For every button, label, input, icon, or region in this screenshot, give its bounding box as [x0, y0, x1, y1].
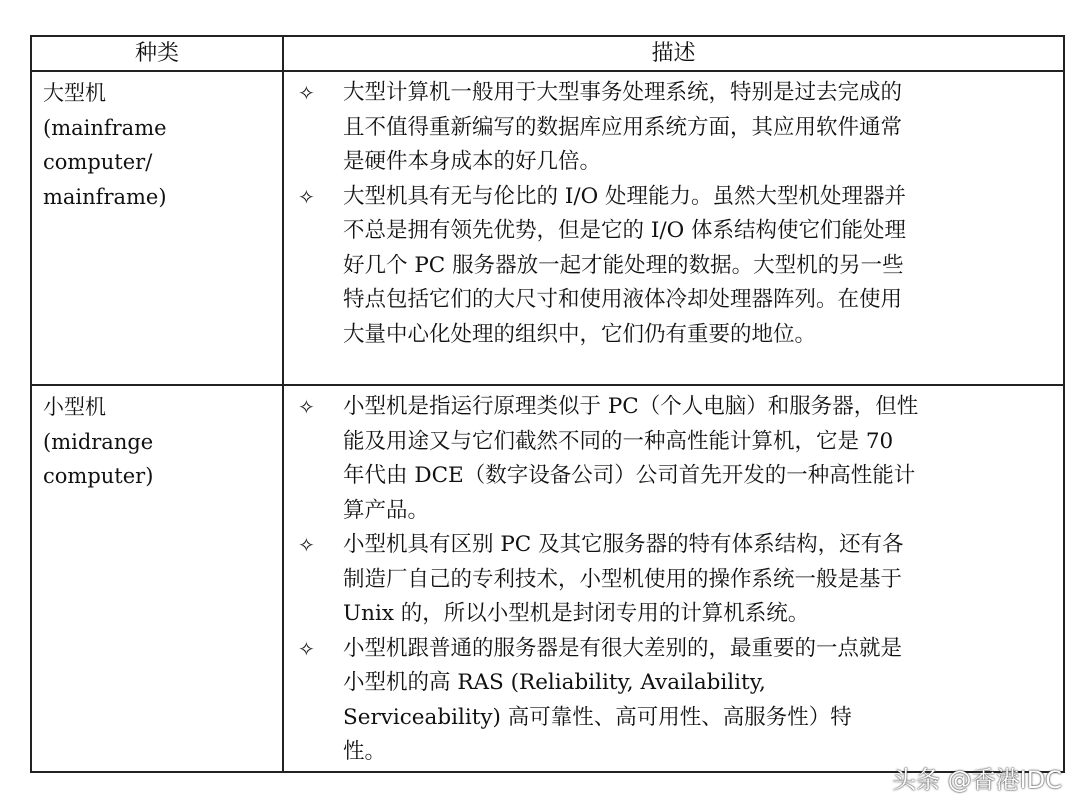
- row-divider: [32, 384, 1063, 386]
- bullet-item: [298, 390, 1058, 528]
- text-line: 小型机是指运行原理类似于 PC（个人电脑）和服务器，但性: [343, 394, 919, 419]
- text-line: Serviceability) 高可靠性、高可用性、高服务性）特: [343, 704, 852, 730]
- text-line: 年代由 DCE（数字设备公司）公司首先开发的一种高性能计: [343, 463, 916, 488]
- description-cell-mainframe: [298, 76, 1058, 352]
- bullet-item: [298, 76, 1058, 180]
- type-cell-midrange: [43, 390, 273, 494]
- text-line: 大量中心化处理的组织中，它们仍有重要的地位。: [343, 321, 817, 347]
- bullet-item: [298, 180, 1058, 353]
- type-line: 大型机: [43, 81, 106, 105]
- description-cell-midrange: [298, 390, 1058, 770]
- text-line: 不总是拥有领先优势，但是它的 I/O 体系结构使它们能处理: [343, 218, 907, 243]
- text-line: 小型机跟普通的服务器是有很大差别的，最重要的一点就是: [343, 635, 903, 661]
- text-line: 大型机具有无与伦比的 I/O 处理能力。虽然大型机处理器并: [343, 183, 907, 209]
- text-line: 大型计算机一般用于大型事务处理系统，特别是过去完成的: [343, 80, 903, 105]
- column-divider: [282, 37, 284, 771]
- diamond-bullet-icon: ✧: [298, 636, 315, 661]
- comparison-table: [30, 35, 1065, 773]
- text-line: 能及用途又与它们截然不同的一种高性能计算机，它是 70: [343, 428, 894, 454]
- text-line: 算产品。: [343, 497, 430, 523]
- bullet-item: [298, 528, 1058, 632]
- text-line: 好几个 PC 服务器放一起才能处理的数据。大型机的另一些: [343, 252, 904, 278]
- watermark: 头条 @香港IDC: [892, 766, 1062, 794]
- text-line: Unix 的，所以小型机是封闭专用的计算机系统。: [343, 601, 810, 626]
- type-line: 小型机: [43, 395, 106, 419]
- type-line: computer/: [43, 150, 153, 174]
- diamond-bullet-icon: ✧: [298, 395, 315, 419]
- text-line: 小型机的高 RAS (Reliability, Availability,: [343, 670, 766, 695]
- type-line: (midrange: [43, 429, 154, 454]
- diamond-bullet-icon: ✧: [298, 533, 315, 557]
- type-line: computer): [43, 464, 154, 488]
- text-line: 小型机具有区别 PC 及其它服务器的特有体系结构，还有各: [343, 532, 904, 557]
- type-cell-mainframe: [43, 76, 273, 214]
- text-line: 特点包括它们的大尺寸和使用液体冷却处理器阵列。在使用: [343, 287, 903, 312]
- header-type: 种类: [134, 41, 179, 66]
- text-line: 制造厂自己的专利技术，小型机使用的操作系统一般是基于: [343, 566, 903, 592]
- bullet-item: [298, 632, 1058, 770]
- diamond-bullet-icon: ✧: [298, 81, 315, 105]
- header-divider: [32, 70, 1063, 72]
- type-line: (mainframe: [43, 115, 167, 140]
- text-line: 且不值得重新编写的数据库应用系统方面，其应用软件通常: [343, 114, 903, 140]
- header-description: 描述: [651, 41, 696, 66]
- text-line: 是硬件本身成本的好几倍。: [343, 149, 602, 174]
- type-line: mainframe): [43, 184, 167, 209]
- text-line: 性。: [343, 739, 387, 764]
- diamond-bullet-icon: ✧: [298, 184, 315, 209]
